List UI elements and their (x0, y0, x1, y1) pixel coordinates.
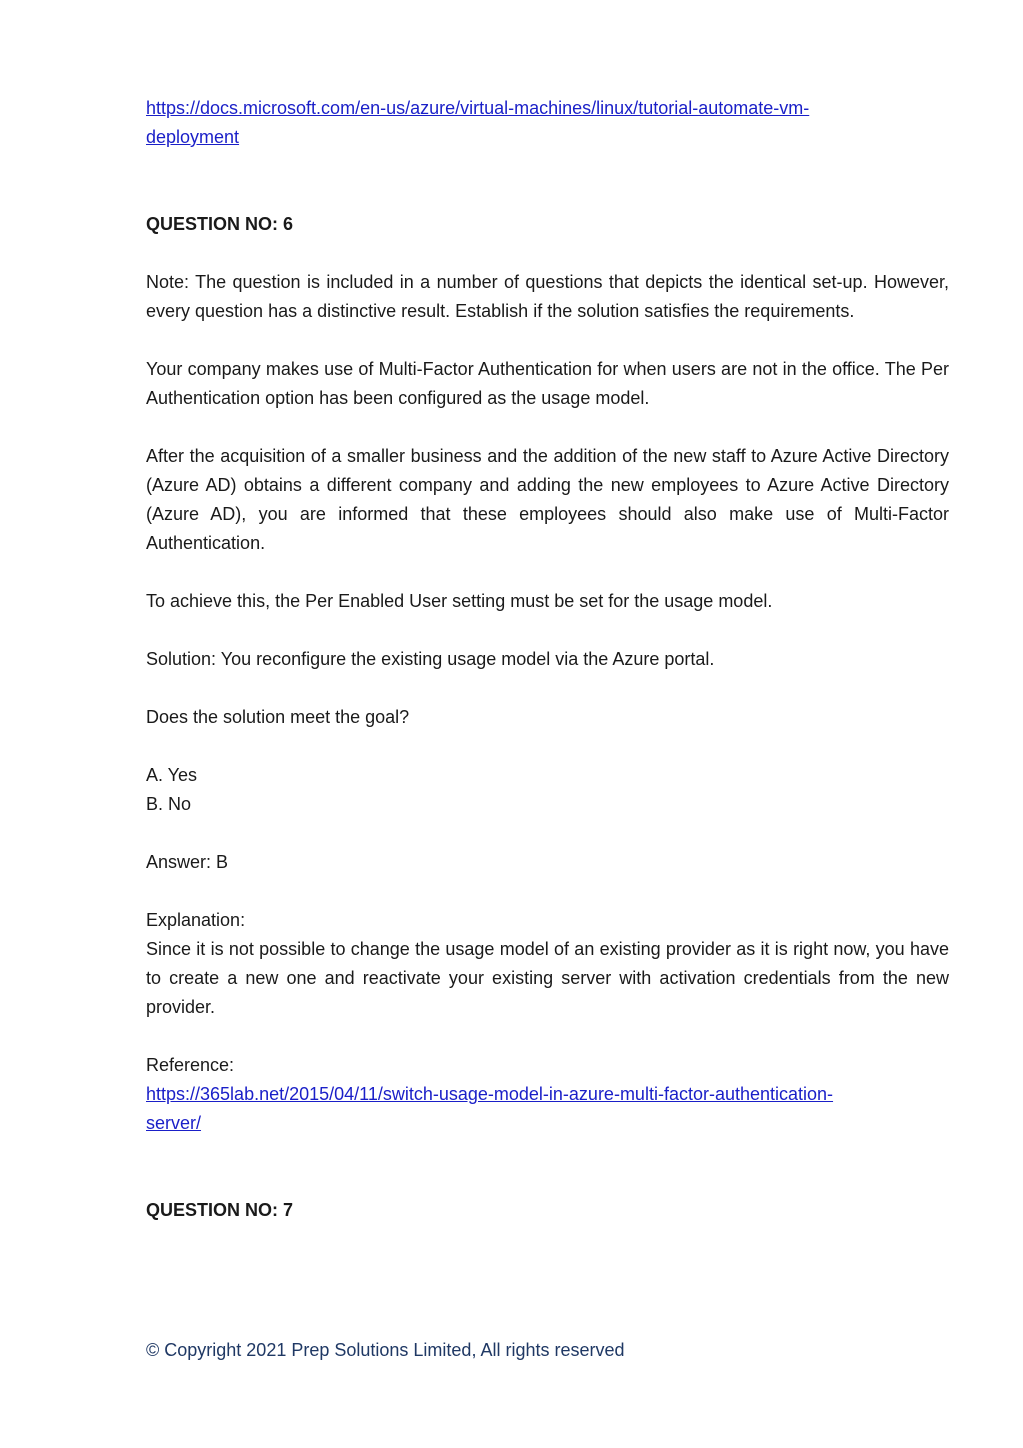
reference-link-365lab[interactable] (146, 1080, 906, 1138)
spacer (146, 413, 949, 442)
document-body (146, 94, 949, 1225)
reference-label: Reference: (146, 1055, 235, 1075)
spacer (146, 877, 949, 906)
spacer (146, 558, 949, 587)
spacer (146, 152, 949, 210)
explanation-text: Since it is not possible to change the usage model of an existing provider as it is right now, you have to create a new one and reactivate your existing server with activation credentials from the new provider. (146, 939, 949, 1017)
link-line-1[interactable]: https://docs.microsoft.com/en-us/azure/virtual-machines/linux/tutorial-automate-vm- (146, 98, 810, 118)
spacer (146, 1138, 949, 1196)
spacer (146, 616, 949, 645)
question-paragraph-2: After the acquisition of a smaller business and the addition of the new staff to Azure Active Directory (Azure AD) obtains a different company and adding the new employees to Azure Active Directory (Azure AD), you are informed that these employees should also make use of Multi-Factor Authentication. (146, 446, 949, 553)
option-a: A. Yes (146, 765, 198, 785)
question-7-heading: QUESTION NO: 7 (146, 1200, 294, 1220)
link-line-1[interactable]: https://365lab.net/2015/04/11/switch-usage-model-in-azure-multi-factor-authentication- (146, 1084, 834, 1104)
spacer (146, 1022, 949, 1051)
question-solution: Solution: You reconfigure the existing usage model via the Azure portal. (146, 649, 715, 669)
option-b: B. No (146, 794, 192, 814)
link-line-2[interactable]: deployment (146, 127, 240, 147)
explanation-label: Explanation: (146, 910, 246, 930)
spacer (146, 732, 949, 761)
copyright-footer: © Copyright 2021 Prep Solutions Limited, All rights reserved (146, 1340, 625, 1360)
spacer (146, 819, 949, 848)
question-6-heading: QUESTION NO: 6 (146, 214, 294, 234)
question-paragraph-3: To achieve this, the Per Enabled User setting must be set for the usage model. (146, 591, 773, 611)
spacer (146, 326, 949, 355)
spacer (146, 239, 949, 268)
question-prompt: Does the solution meet the goal? (146, 707, 410, 727)
spacer (146, 674, 949, 703)
question-paragraph-1: Your company makes use of Multi-Factor Authentication for when users are not in the office. The Per Authentication option has been configured as the usage model. (146, 359, 949, 408)
reference-link-vm-deployment[interactable] (146, 94, 906, 152)
link-line-2[interactable]: server/ (146, 1113, 202, 1133)
answer: Answer: B (146, 852, 229, 872)
question-note: Note: The question is included in a number of questions that depicts the identical set-up. However, every question has a distinctive result. Establish if the solution satisfies the requirements. (146, 272, 949, 321)
